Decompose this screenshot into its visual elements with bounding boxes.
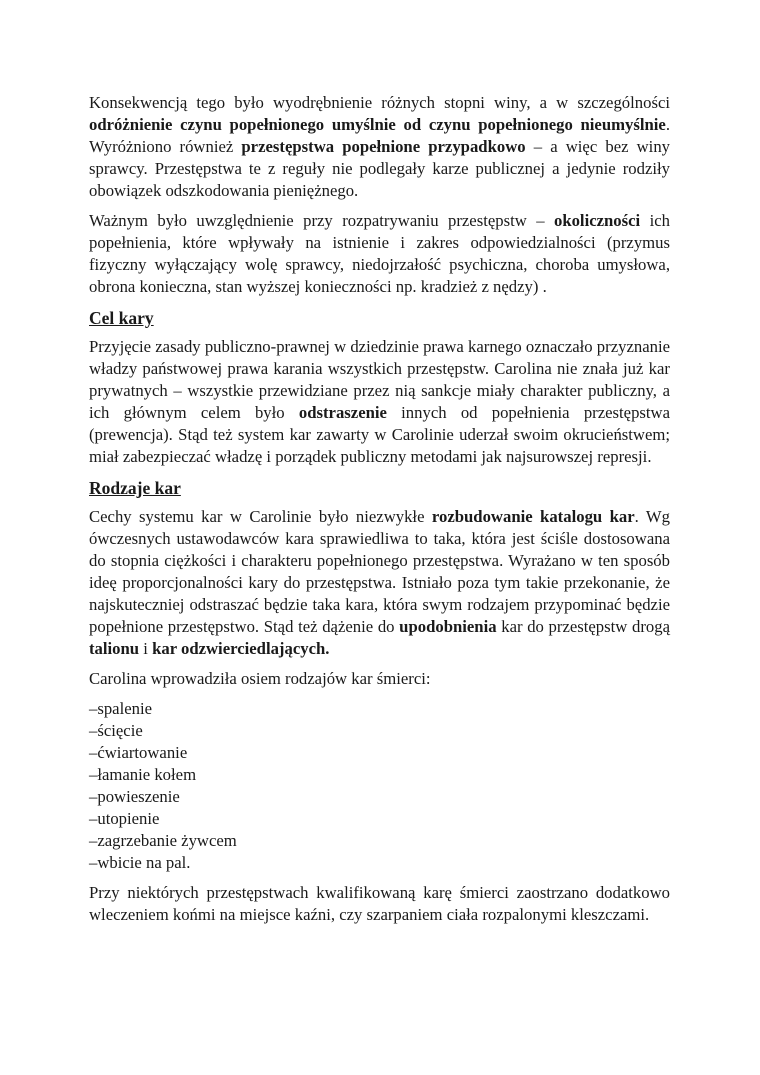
list-item: –ścięcie: [89, 721, 143, 740]
list-item: –utopienie: [89, 809, 160, 828]
bold-run: kar odzwierciedlających.: [152, 639, 330, 658]
bold-run: rozbudowanie katalogu kar: [431, 507, 635, 526]
text-run: Ważnym było uwzględnienie przy rozpatrywaniu przestępstw –: [89, 211, 554, 230]
paragraph-degrees-of-guilt: [89, 92, 670, 202]
text-run: ich popełnienia, które wpływały na istnienie i zakres odpowiedzialności (przymus fizyczny wyłączający wolę sprawcy, niedojrzałość psychiczna, choroba umysłowa, obrona konieczna, stan wyższej konieczności np. kradzież z nędzy) .: [89, 211, 670, 296]
paragraph-death-penalty-intro: Carolina wprowadziła osiem rodzajów kar śmierci:: [89, 669, 431, 688]
text-run: – a więc bez winy sprawcy. Przestępstwa te z reguły nie podlegały karze publicznej a jedynie rodziły obowiązek odszkodowania pieniężnego.: [89, 137, 671, 200]
text-run: . Wg ówczesnych ustawodawców kara sprawiedliwa to taka, która jest ściśle dostosowana do stopnia ciężkości i charakteru popełnionego przestępstwa. Wyrażano w ten sposób ideę proporcjonalności kary do przestępstwa. Istniało poza tym takie przekonanie, że najskuteczniej odstraszać będzie taka kara, która swym rodzajem przypominać będzie popełnione przestępstwo. Stąd też dążenie do: [89, 507, 671, 636]
paragraph-aggravated-death-penalty: Przy niektórych przestępstwach kwalifikowaną karę śmierci zaostrzano dodatkowo wleczeniem końmi na miejsce kaźni, czy szarpaniem ciała rozpalonymi kleszczami.: [89, 883, 670, 924]
text-run: . Wyróżniono również: [89, 115, 670, 156]
list-item: –wbicie na pal.: [89, 853, 191, 872]
document-page: [89, 92, 670, 934]
death-penalty-list: [89, 698, 670, 874]
list-item: –spalenie: [89, 699, 153, 718]
paragraph-purpose-of-punishment: [89, 336, 670, 468]
bold-run: okoliczności: [553, 211, 641, 230]
bold-run: odróżnienie czynu popełnionego umyślnie od czynu popełnionego nieumyślnie: [89, 115, 666, 134]
bold-run: upodobnienia: [399, 617, 497, 636]
heading-cel-kary: Cel kary: [89, 308, 154, 328]
text-run: i: [139, 639, 153, 658]
list-item: –zagrzebanie żywcem: [89, 831, 237, 850]
bold-run: odstraszenie: [298, 403, 387, 422]
list-item: –powieszenie: [89, 787, 180, 806]
text-run: Cechy systemu kar w Carolinie było niezwykłe: [89, 507, 432, 526]
text-run: Przyjęcie zasady publiczno-prawnej w dziedzinie prawa karnego oznaczało przyznanie władzy państwowej prawa karania wszystkich przestępstw. Carolina nie znała już kar prywatnych – wszystkie przewidziane przez nią sankcje miały charakter publiczny, a ich głównym celem było: [89, 337, 670, 422]
paragraph-circumstances: [89, 210, 670, 298]
text-run: kar do przestępstw drogą: [496, 617, 670, 636]
text-run: innych od popełnienia przestępstwa (prewencja). Stąd też system kar zawarty w Carolinie uderzał swoim okrucieństwem; miał zabezpieczać władzę i porządek publiczny metodami jak najsurowszej represji.: [89, 403, 671, 466]
text-run: Konsekwencją tego było wyodrębnienie różnych stopni winy, a w szczególności: [89, 93, 670, 112]
bold-run: talionu: [89, 639, 140, 658]
paragraph-types-of-punishment: [89, 506, 670, 660]
list-item: –łamanie kołem: [89, 765, 197, 784]
list-item: –ćwiartowanie: [89, 743, 188, 762]
heading-rodzaje-kar: Rodzaje kar: [89, 478, 181, 498]
bold-run: przestępstwa popełnione przypadkowo: [241, 137, 526, 156]
